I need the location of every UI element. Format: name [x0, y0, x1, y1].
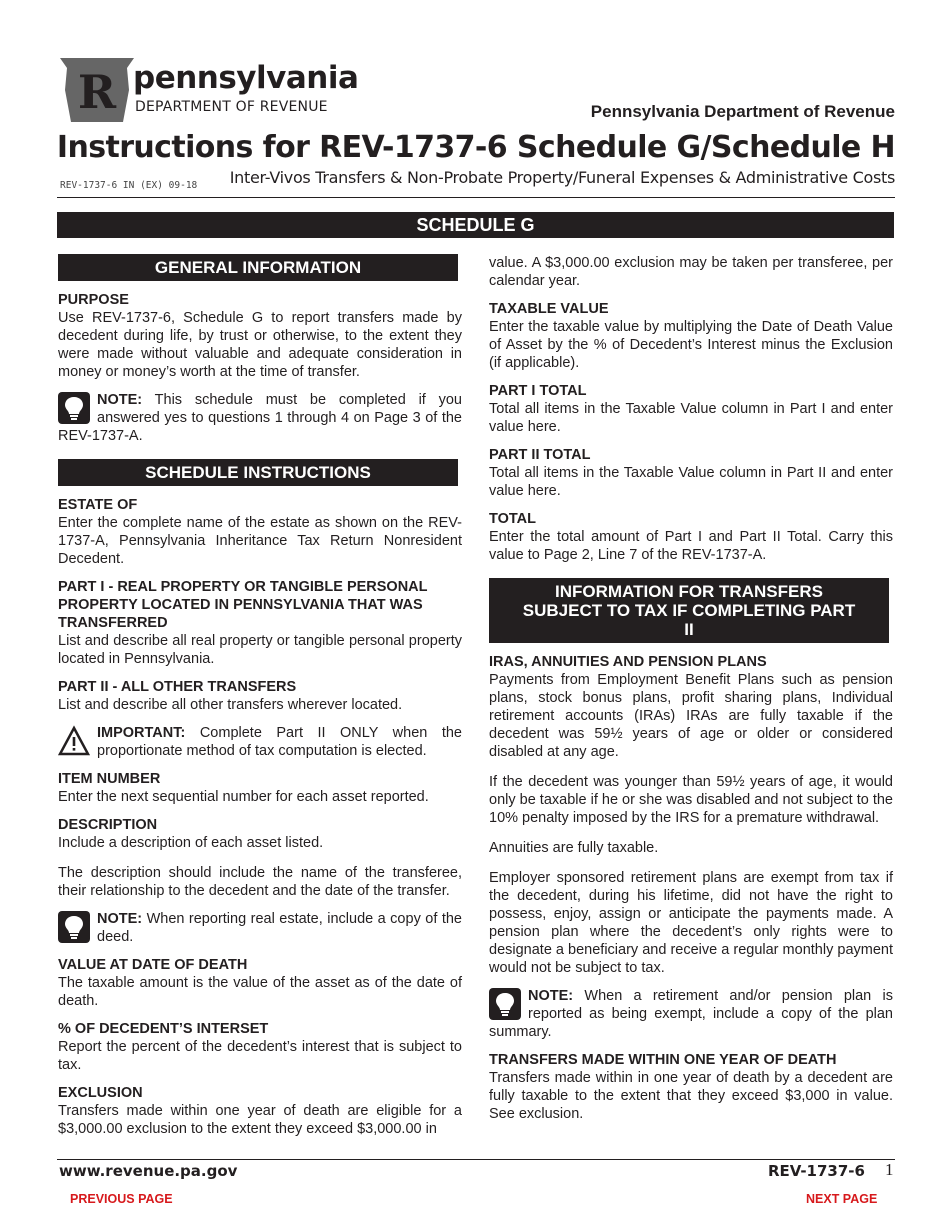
- section-heading-general: GENERAL INFORMATION: [58, 254, 458, 281]
- plan-note-callout: [489, 987, 893, 1041]
- total-heading: TOTAL: [489, 511, 536, 527]
- purpose-heading: PURPOSE: [58, 292, 129, 308]
- form-code: REV-1737-6 IN (EX) 09-18: [60, 180, 198, 191]
- brand-name: pennsylvania: [133, 60, 359, 96]
- interest-heading: % OF DECEDENT’S INTERSET: [58, 1021, 269, 1037]
- plan-note-text: When a retirement and/or pension plan is reported as being exempt, include a copy of the plan summary.: [489, 988, 893, 1040]
- value-heading: VALUE AT DATE OF DEATH: [58, 957, 248, 973]
- note-label: NOTE:: [97, 392, 143, 408]
- part1-total-text: Total all items in the Taxable Value column in Part I and enter value here.: [489, 401, 893, 435]
- deed-note-label: NOTE:: [97, 911, 143, 927]
- header-divider: [57, 197, 895, 198]
- footer-form-number: REV-1737-6: [768, 1162, 865, 1180]
- exclusion-continued-text: value. A $3,000.00 exclusion may be taken per transferee, per calendar year.: [489, 255, 893, 289]
- lightbulb-icon: [58, 911, 90, 943]
- value-text: The taxable amount is the value of the asset as of the date of death.: [58, 975, 462, 1009]
- estate-text: Enter the complete name of the estate as shown on the REV-1737-A, Pennsylvania Inheritance Tax Return Nonresident Decedent.: [58, 515, 462, 567]
- page-subtitle: Inter-Vivos Transfers & Non-Probate Property/Funeral Expenses & Administrative Costs: [229, 168, 895, 187]
- part1-text: List and describe all real property or tangible personal property located in Pennsylvania.: [58, 633, 462, 667]
- part2-total-text: Total all items in the Taxable Value column in Part II and enter value here.: [489, 465, 893, 499]
- deed-note-text: When reporting real estate, include a copy of the deed.: [97, 911, 462, 945]
- brand-department: DEPARTMENT OF REVENUE: [135, 99, 328, 115]
- transfers-text: Transfers made within in one year of death by a decedent are fully taxable to the extent that they exceed $3,000 in value. See exclusion.: [489, 1070, 893, 1122]
- estate-heading: ESTATE OF: [58, 497, 138, 513]
- section-heading-instructions: SCHEDULE INSTRUCTIONS: [58, 459, 458, 486]
- item-number-heading: ITEM NUMBER: [58, 771, 161, 787]
- part1-heading: PART I - REAL PROPERTY OR TANGIBLE PERSONAL PROPERTY LOCATED IN PENNSYLVANIA THAT WAS TRANSFERRED: [58, 579, 428, 631]
- iras-text: Payments from Employment Benefit Plans such as pension plans, stock bonus plans, profit sharing plans, Individual retirement accounts (IRAs) IRAs are fully taxable if the decedent was 59½ years of age or older or considered disabled at any age.: [489, 672, 893, 760]
- note-text: This schedule must be completed if you answered yes to questions 1 through 4 on Page 3 of the REV-1737-A.: [58, 392, 462, 444]
- right-column: [489, 254, 893, 1123]
- part2-total-heading: PART II TOTAL: [489, 447, 591, 463]
- part2-heading: PART II - ALL OTHER TRANSFERS: [58, 679, 297, 695]
- iras-younger-text: If the decedent was younger than 59½ years of age, it would only be taxable if he or she was disabled and not subject to the 10% penalty imposed by the IRS for a premature withdrawal.: [489, 774, 893, 826]
- note-callout: [58, 391, 462, 445]
- part2-text: List and describe all other transfers wherever located.: [58, 697, 403, 713]
- item-number-text: Enter the next sequential number for each asset reported.: [58, 789, 429, 805]
- page-title: Instructions for REV-1737-6 Schedule G/Schedule H: [56, 130, 895, 165]
- deed-note-callout: [58, 910, 462, 946]
- lightbulb-icon: [489, 988, 521, 1020]
- taxable-value-text: Enter the taxable value by multiplying the Date of Death Value of Asset by the % of Decedent’s Interest minus the Exclusion (if applicable).: [489, 319, 893, 371]
- taxable-value-heading: TAXABLE VALUE: [489, 301, 609, 317]
- lightbulb-icon: [58, 392, 90, 424]
- exclusion-heading: EXCLUSION: [58, 1085, 143, 1101]
- section-heading-transfers-info: INFORMATION FOR TRANSFERS SUBJECT TO TAX IF COMPLETING PART II: [489, 578, 889, 643]
- employer-plans-text: Employer sponsored retirement plans are exempt from tax if the decedent, during his lifetime, did not have the right to possess, enjoy, assign or anticipate the payments made. A pension plan where the decedent’s only rights were to designate a beneficiary and receive a regular monthly payment would not be subject to tax.: [489, 870, 893, 976]
- description-detail-text: The description should include the name of the transferee, their relationship to the decedent and the date of the transfer.: [58, 865, 462, 899]
- total-text: Enter the total amount of Part I and Part II Total. Carry this value to Page 2, Line 7 of the REV-1737-A.: [489, 529, 893, 563]
- plan-note-label: NOTE:: [528, 988, 574, 1004]
- footer-divider: [57, 1159, 895, 1160]
- keystone-logo: [57, 55, 137, 125]
- purpose-text: Use REV-1737-6, Schedule G to report transfers made by decedent during life, by trust or otherwise, to the extent they were made without valuable and adequate consideration in money or money’s worth at the time of transfer.: [58, 310, 462, 380]
- description-text: Include a description of each asset listed.: [58, 835, 324, 851]
- warning-icon: [58, 725, 90, 757]
- schedule-banner: SCHEDULE G: [57, 212, 894, 238]
- part1-total-heading: PART I TOTAL: [489, 383, 587, 399]
- description-heading: DESCRIPTION: [58, 817, 158, 833]
- transfers-heading: TRANSFERS MADE WITHIN ONE YEAR OF DEATH: [489, 1052, 837, 1068]
- interest-text: Report the percent of the decedent’s interest that is subject to tax.: [58, 1039, 462, 1073]
- exclusion-text: Transfers made within one year of death are eligible for a $3,000.00 exclusion to the extent they exceed $3,000.00 in: [58, 1103, 462, 1137]
- left-column: [58, 254, 462, 1138]
- logo-letter: R: [77, 65, 117, 119]
- important-callout: [58, 724, 462, 760]
- header-department: Pennsylvania Department of Revenue: [590, 102, 895, 121]
- previous-page-link[interactable]: PREVIOUS PAGE: [70, 1192, 173, 1206]
- important-label: IMPORTANT:: [97, 725, 186, 741]
- page-number: 1: [885, 1160, 894, 1179]
- annuities-text: Annuities are fully taxable.: [489, 840, 659, 856]
- important-text: Complete Part II ONLY when the proportionate method of tax computation is elected.: [97, 725, 462, 759]
- iras-heading: IRAS, ANNUITIES AND PENSION PLANS: [489, 654, 767, 670]
- footer-url: www.revenue.pa.gov: [59, 1162, 238, 1180]
- next-page-link[interactable]: NEXT PAGE: [806, 1192, 878, 1206]
